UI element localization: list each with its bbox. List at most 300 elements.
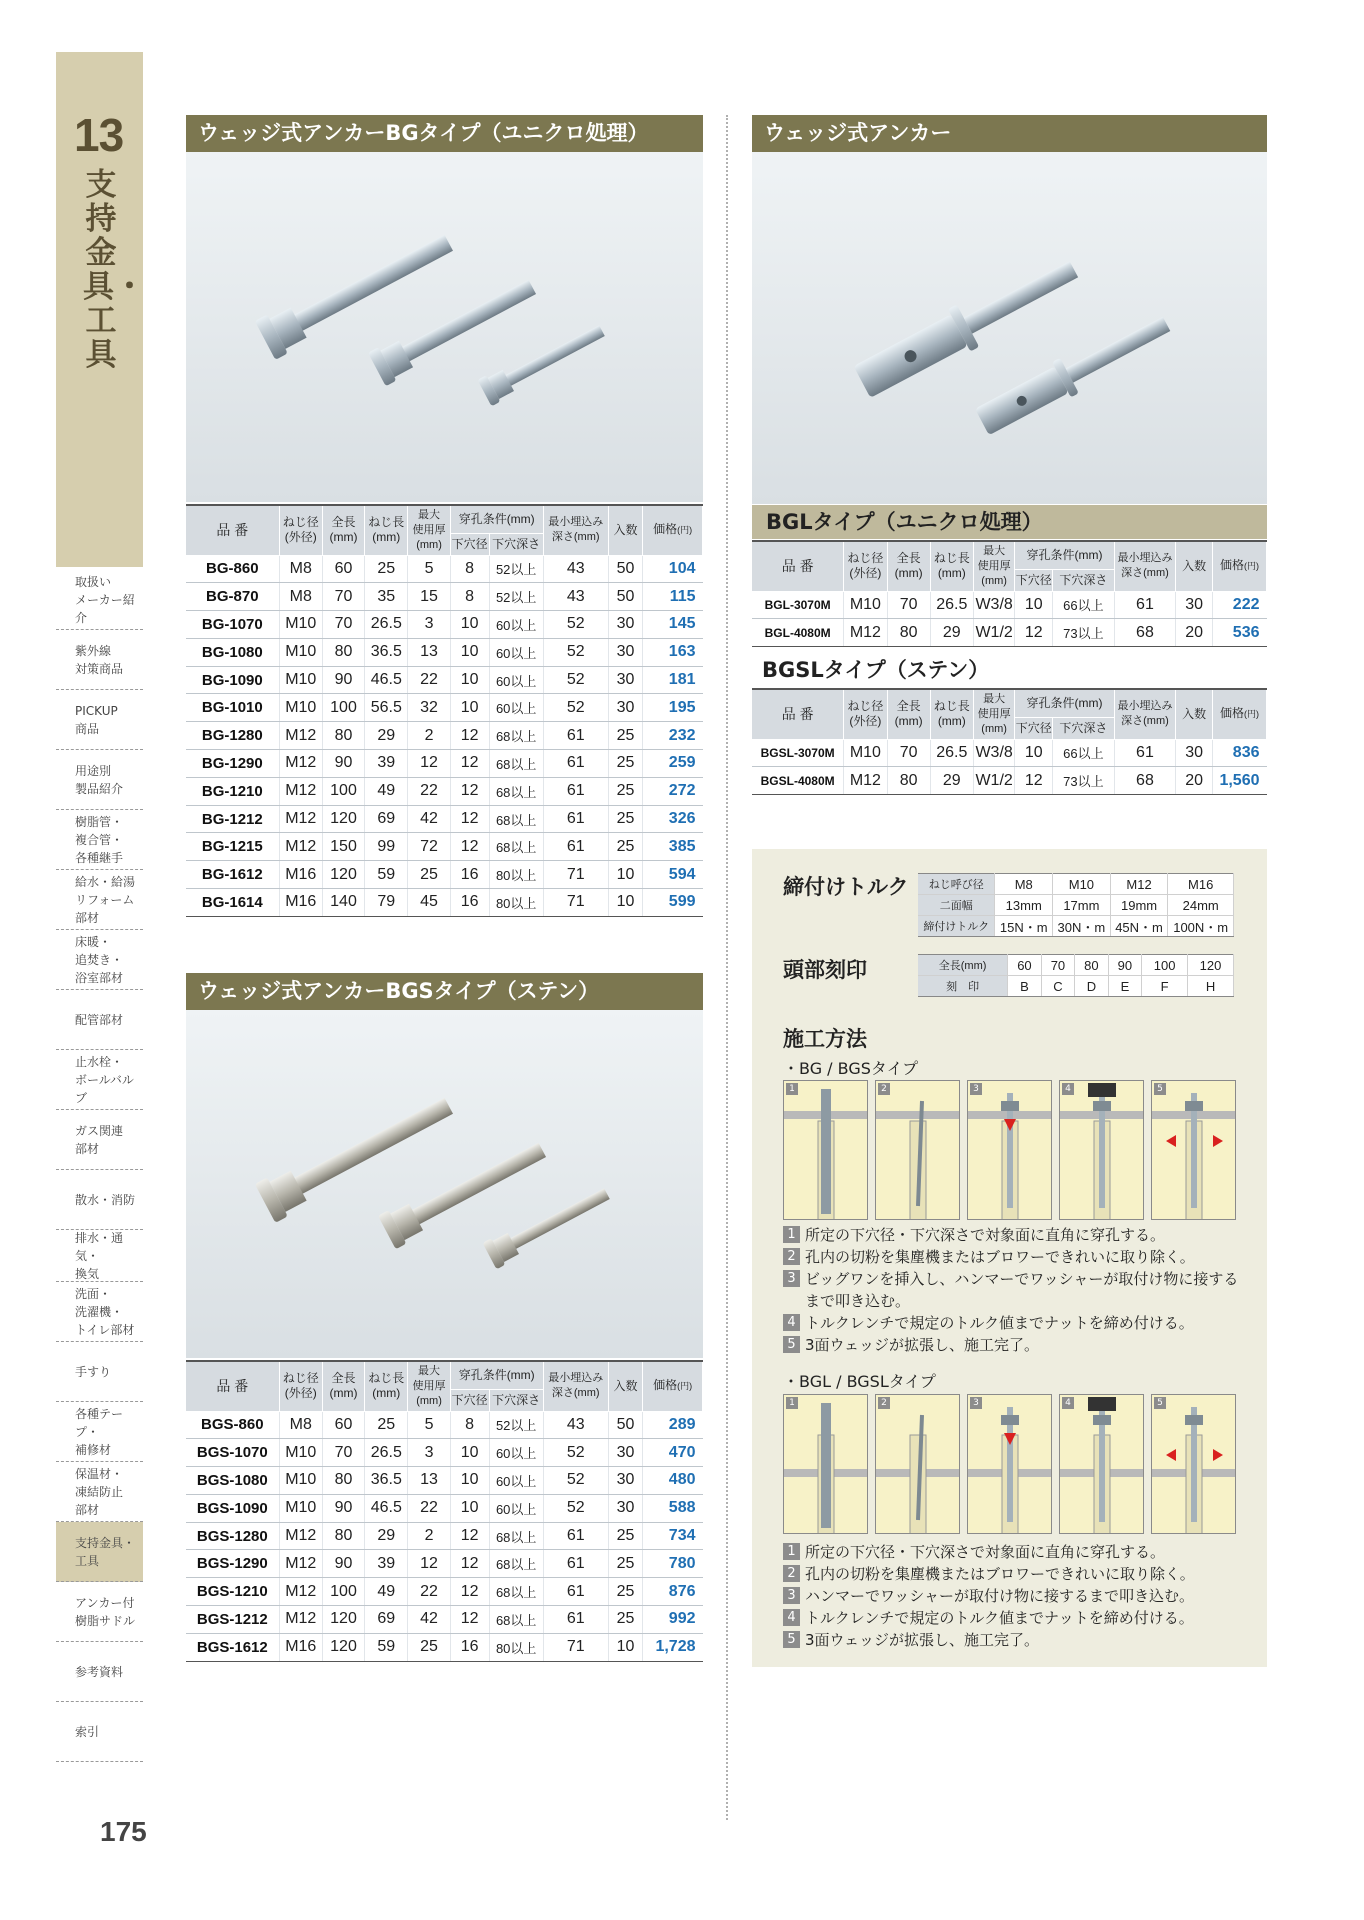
step-illustration	[784, 1395, 868, 1534]
instruction-text: ハンマーでワッシャーが取付け物に接するまで叩き込む。	[805, 1587, 1194, 1605]
spec-cell: 71	[543, 861, 608, 889]
product-code: BG-1215	[186, 833, 279, 861]
col-price-header: 価格(円)	[643, 505, 703, 555]
nav-item[interactable]: 給水・給湯 リフォーム 部材	[56, 870, 143, 930]
spec-cell: 60以上	[489, 1494, 543, 1522]
anchor-nut	[1001, 1101, 1019, 1111]
nav-item[interactable]: 保温材・ 凍結防止 部材	[56, 1462, 143, 1522]
product-code: BGL-4080M	[752, 619, 844, 647]
table-row	[186, 1606, 703, 1634]
instruction-text: ビッグワンを挿入し、ハンマーでワッシャーが取付け物に接する	[805, 1270, 1239, 1288]
spec-cell: 80以上	[489, 889, 543, 917]
table-row	[186, 1494, 703, 1522]
step-illustration	[1060, 1081, 1144, 1220]
nav-item[interactable]: 支持金具・ 工具	[56, 1522, 143, 1582]
spec-cell: 71	[543, 889, 608, 917]
step-diagram	[875, 1080, 960, 1220]
spec-cell: 43	[543, 1411, 608, 1439]
spec-cell: 25	[608, 777, 643, 805]
step-number: 4	[1062, 1397, 1074, 1409]
spec-cell: 25	[608, 1522, 643, 1550]
spec-cell: 61	[1114, 591, 1176, 619]
spec-cell: 71	[543, 1633, 608, 1661]
col-qty-header: 入数	[608, 1361, 643, 1411]
col-code-header: 品 番	[186, 505, 279, 555]
product-code: BGS-1212	[186, 1606, 279, 1634]
spec-cell: 90	[322, 666, 364, 694]
spec-cell: M10	[844, 739, 887, 767]
torque-cell: 45N・m	[1110, 916, 1168, 937]
spec-cell: M16	[279, 861, 322, 889]
spec-cell: 68以上	[489, 1550, 543, 1578]
instruction-row	[783, 1268, 1253, 1290]
spec-cell: 70	[322, 583, 364, 611]
product-code: BGS-1070	[186, 1439, 279, 1467]
nav-item[interactable]: 洗面・ 洗濯機・ トイレ部材	[56, 1282, 143, 1342]
nav-item[interactable]: 樹脂管・ 複合管・ 各種継手	[56, 810, 143, 870]
instruction-row	[783, 1334, 1253, 1356]
col-code-header: 品 番	[186, 1361, 279, 1411]
spec-cell: 36.5	[365, 1467, 408, 1495]
price-cell: 876	[643, 1578, 703, 1606]
spec-cell: 25	[365, 555, 408, 583]
col-hole-depth-header: 下穴深さ	[489, 533, 543, 555]
instruction-row	[783, 1541, 1253, 1563]
expand-left-arrow-icon	[1166, 1135, 1176, 1147]
price-cell: 181	[643, 666, 703, 694]
wrench-icon	[1088, 1397, 1116, 1411]
head-mark-row	[918, 976, 1234, 997]
spec-cell: 120	[322, 805, 364, 833]
spec-cell: 100	[322, 777, 364, 805]
col-hole-dia-header: 下穴径	[1015, 717, 1053, 739]
product-code: BG-1612	[186, 861, 279, 889]
spec-cell: M12	[279, 777, 322, 805]
product-code: BGS-1210	[186, 1578, 279, 1606]
spec-cell: 25	[608, 1550, 643, 1578]
product-code: BG-1614	[186, 889, 279, 917]
instruction-row	[783, 1563, 1253, 1585]
step-diagram	[875, 1394, 960, 1534]
col-thread-length-header: ねじ長 (mm)	[930, 541, 973, 591]
step-number: 5	[1154, 1397, 1166, 1409]
step-diagram	[1059, 1394, 1144, 1534]
col-code-header: 品 番	[752, 689, 844, 739]
torque-cell: 19mm	[1110, 895, 1168, 916]
nav-item[interactable]: 用途別 製品紹介	[56, 750, 143, 810]
nav-item[interactable]: 手すり	[56, 1342, 143, 1402]
step-number: 1	[786, 1083, 798, 1095]
nav-item[interactable]: 排水・通気・ 換気	[56, 1230, 143, 1282]
spec-cell: 12	[1015, 619, 1053, 647]
step-number-badge: 4	[783, 1609, 800, 1626]
spec-cell: 10	[450, 694, 489, 722]
price-cell: 232	[643, 722, 703, 750]
price-cell: 289	[643, 1411, 703, 1439]
method-label: 施工方法	[783, 1027, 867, 1051]
table-row	[752, 619, 1267, 647]
spec-cell: W1/2	[973, 767, 1014, 795]
column-divider	[726, 115, 728, 1820]
spec-cell: 26.5	[365, 1439, 408, 1467]
col-thread-header: ねじ径 (外径)	[279, 1361, 322, 1411]
torque-cell: 100N・m	[1168, 916, 1234, 937]
spec-cell: 80	[322, 638, 364, 666]
spec-cell: 30	[608, 666, 643, 694]
instruction-row	[783, 1607, 1253, 1629]
head-mark-row	[918, 955, 1234, 976]
bg-section-title: ウェッジ式アンカーBGタイプ（ユニクロ処理）	[186, 115, 703, 152]
spec-cell: 61	[543, 722, 608, 750]
table-row	[186, 611, 703, 639]
instruction-row	[783, 1224, 1253, 1246]
nav-item[interactable]: 参考資料	[56, 1642, 143, 1702]
step-number-badge: 5	[783, 1631, 800, 1648]
spec-cell: 79	[365, 889, 408, 917]
table-row	[186, 555, 703, 583]
spec-cell: 120	[322, 1633, 364, 1661]
product-code: BGSL-4080M	[752, 767, 844, 795]
instruction-row	[783, 1629, 1253, 1651]
col-thread-length-header: ねじ長 (mm)	[365, 1361, 408, 1411]
spec-cell: 61	[543, 750, 608, 778]
spec-cell: 140	[322, 889, 364, 917]
product-code: BG-1090	[186, 666, 279, 694]
spec-cell: 68以上	[489, 805, 543, 833]
spec-cell: 25	[608, 1578, 643, 1606]
spec-cell: 68	[1114, 619, 1176, 647]
step-diagram	[1059, 1080, 1144, 1220]
spec-cell: 25	[408, 861, 450, 889]
head-mark-label: 頭部刻印	[783, 958, 867, 982]
spec-cell: 12	[450, 1522, 489, 1550]
instruction-row	[783, 1290, 1253, 1312]
step-number: 3	[970, 1397, 982, 1409]
table-row	[186, 666, 703, 694]
spec-cell: 16	[450, 1633, 489, 1661]
spec-cell: 68以上	[489, 1578, 543, 1606]
spec-cell: 68	[1114, 767, 1176, 795]
head-mark-cell: F	[1142, 976, 1188, 997]
step-diagram	[967, 1080, 1052, 1220]
product-code: BGS-860	[186, 1411, 279, 1439]
col-thread-header: ねじ径 (外径)	[844, 541, 887, 591]
torque-cell: 15N・m	[995, 916, 1053, 937]
spec-cell: M10	[279, 666, 322, 694]
table-row	[186, 1550, 703, 1578]
spec-cell: 70	[322, 611, 364, 639]
spec-cell: 100	[322, 694, 364, 722]
spec-cell: 61	[543, 777, 608, 805]
wrench-icon	[1088, 1083, 1116, 1097]
bgl-method-steps	[783, 1541, 1253, 1651]
nav-item[interactable]: 配管部材	[56, 990, 143, 1050]
spec-cell: M10	[279, 611, 322, 639]
spec-cell: 73以上	[1053, 619, 1115, 647]
col-min-embed-header: 最小埋込み 深さ(mm)	[1114, 541, 1176, 591]
spec-cell: M10	[279, 638, 322, 666]
spec-cell: 59	[365, 1633, 408, 1661]
bg-method-label: ・BG / BGSタイプ	[783, 1059, 919, 1078]
instruction-row	[783, 1312, 1253, 1334]
step-number-badge: 2	[783, 1565, 800, 1582]
spec-cell: 30	[608, 1467, 643, 1495]
head-mark-cell: 100	[1142, 955, 1188, 976]
head-mark-cell: B	[1008, 976, 1041, 997]
instruction-text: 孔内の切粉を集塵機またはブロワーできれいに取り除く。	[805, 1565, 1195, 1583]
step-number-badge: 4	[783, 1314, 800, 1331]
col-length-header: 全長 (mm)	[887, 541, 930, 591]
spec-cell: 68以上	[489, 1522, 543, 1550]
step-illustration	[968, 1395, 1052, 1534]
spec-cell: 12	[450, 777, 489, 805]
expand-right-arrow-icon	[1213, 1135, 1223, 1147]
spec-cell: 61	[543, 833, 608, 861]
spec-cell: 61	[543, 1578, 608, 1606]
product-code: BGSL-3070M	[752, 739, 844, 767]
nav-item[interactable]: 散水・消防	[56, 1170, 143, 1230]
bg-spec-table	[186, 504, 703, 917]
bgl-spec-table	[752, 540, 1267, 647]
product-code: BG-1280	[186, 722, 279, 750]
spec-cell: 29	[930, 619, 973, 647]
spec-cell: M12	[279, 833, 322, 861]
col-max-thickness-header: 最大 使用厚 (mm)	[408, 1361, 450, 1411]
spec-cell: M12	[279, 805, 322, 833]
col-drilling-header: 穿孔条件(mm)	[450, 1361, 543, 1389]
spec-cell: 52以上	[489, 1411, 543, 1439]
installation-info-box	[752, 849, 1267, 1667]
torque-cell: M12	[1110, 874, 1168, 895]
torque-header-cell: 二面幅	[918, 895, 995, 916]
col-min-embed-header: 最小埋込み 深さ(mm)	[543, 505, 608, 555]
spec-cell: 59	[365, 861, 408, 889]
step-number: 2	[878, 1397, 890, 1409]
spec-cell: 56.5	[365, 694, 408, 722]
nav-item[interactable]: アンカー付 樹脂サドル	[56, 1582, 143, 1642]
nav-item[interactable]: ガス関連 部材	[56, 1110, 143, 1170]
spec-cell: 61	[543, 1550, 608, 1578]
instruction-text: トルクレンチで規定のトルク値までナットを締め付ける。	[805, 1609, 1194, 1627]
spec-cell: 20	[1176, 767, 1213, 795]
price-cell: 259	[643, 750, 703, 778]
spec-cell: 60	[322, 555, 364, 583]
step-number: 4	[1062, 1083, 1074, 1095]
spec-cell: M8	[279, 555, 322, 583]
spec-cell: 13	[408, 1467, 450, 1495]
col-thread-length-header: ねじ長 (mm)	[930, 689, 973, 739]
spec-cell: 90	[322, 1550, 364, 1578]
anchor-nut	[1093, 1101, 1111, 1111]
col-min-embed-header: 最小埋込み 深さ(mm)	[1114, 689, 1176, 739]
spec-cell: 25	[608, 722, 643, 750]
step-diagram	[1151, 1394, 1236, 1534]
head-mark-cell: H	[1188, 976, 1234, 997]
step-illustration	[968, 1081, 1052, 1220]
nav-item[interactable]: 索引	[56, 1702, 143, 1762]
spec-cell: 73以上	[1053, 767, 1115, 795]
bgl-anchors-image	[752, 152, 1267, 504]
spec-cell: M12	[279, 750, 322, 778]
spec-cell: 29	[930, 767, 973, 795]
instruction-text: トルクレンチで規定のトルク値までナットを締め付ける。	[805, 1314, 1194, 1332]
spec-cell: 30	[608, 1439, 643, 1467]
spec-cell: 68以上	[489, 833, 543, 861]
side-nav	[56, 570, 143, 1762]
spec-cell: 80以上	[489, 861, 543, 889]
price-cell: 992	[643, 1606, 703, 1634]
instruction-text: 所定の下穴径・下穴深さで対象面に直角に穿孔する。	[805, 1543, 1166, 1561]
table-row	[186, 889, 703, 917]
table-row	[186, 722, 703, 750]
spec-cell: 30	[608, 694, 643, 722]
step-illustration	[1152, 1081, 1236, 1220]
spec-cell: 52	[543, 1467, 608, 1495]
spec-cell: 16	[450, 889, 489, 917]
price-cell: 163	[643, 638, 703, 666]
product-code: BG-1210	[186, 777, 279, 805]
head-mark-header-cell: 全長(mm)	[918, 955, 1008, 976]
product-code: BGS-1290	[186, 1550, 279, 1578]
spec-cell: 10	[608, 861, 643, 889]
price-cell: 588	[643, 1494, 703, 1522]
spec-cell: 8	[450, 583, 489, 611]
table-row	[186, 583, 703, 611]
col-min-embed-header: 最小埋込み 深さ(mm)	[543, 1361, 608, 1411]
product-code: BG-1212	[186, 805, 279, 833]
spec-cell: 30	[1176, 739, 1213, 767]
spec-cell: 3	[408, 1439, 450, 1467]
spec-cell: W1/2	[973, 619, 1014, 647]
nav-item[interactable]: 各種テープ・ 補修材	[56, 1402, 143, 1462]
spec-cell: M12	[844, 619, 887, 647]
price-cell: 599	[643, 889, 703, 917]
spec-cell: 66以上	[1053, 591, 1115, 619]
instruction-text: 3面ウェッジが拡張し、施工完了。	[805, 1631, 1039, 1649]
bgs-spec-table	[186, 1360, 703, 1662]
col-max-thickness-header: 最大 使用厚 (mm)	[408, 505, 450, 555]
bgs-product-photo	[186, 1010, 703, 1358]
spec-cell: 2	[408, 722, 450, 750]
table-row	[186, 1633, 703, 1661]
spec-cell: 120	[322, 861, 364, 889]
spec-cell: 80	[887, 767, 930, 795]
spec-cell: 49	[365, 1578, 408, 1606]
spec-cell: 16	[450, 861, 489, 889]
spec-cell: 30	[608, 611, 643, 639]
spec-cell: M12	[844, 767, 887, 795]
spec-cell: M16	[279, 889, 322, 917]
spec-cell: 61	[543, 805, 608, 833]
step-illustration	[1060, 1395, 1144, 1534]
price-cell: 1,560	[1212, 767, 1266, 795]
torque-header-cell: 締付けトルク	[918, 916, 995, 937]
spec-cell: 36.5	[365, 638, 408, 666]
torque-cell: 24mm	[1168, 895, 1234, 916]
price-cell: 145	[643, 611, 703, 639]
spec-cell: 10	[1015, 739, 1053, 767]
spec-cell: 68以上	[489, 777, 543, 805]
spec-cell: 60以上	[489, 1439, 543, 1467]
spec-cell: 8	[450, 1411, 489, 1439]
head-mark-header-cell: 刻 印	[918, 976, 1008, 997]
bgl-title: BGLタイプ（ユニクロ処理）	[752, 505, 1267, 539]
spec-cell: 52	[543, 1494, 608, 1522]
step-number-badge: 1	[783, 1226, 800, 1243]
spec-cell: 61	[543, 1606, 608, 1634]
instruction-text: 3面ウェッジが拡張し、施工完了。	[805, 1336, 1039, 1354]
col-thread-length-header: ねじ長 (mm)	[365, 505, 408, 555]
spec-cell: 60以上	[489, 666, 543, 694]
price-cell: 594	[643, 861, 703, 889]
torque-cell: M8	[995, 874, 1053, 895]
step-diagram	[1151, 1080, 1236, 1220]
step-illustration	[784, 1081, 868, 1220]
spec-cell: 32	[408, 694, 450, 722]
spec-cell: M16	[279, 1633, 322, 1661]
spec-cell: 80	[322, 1467, 364, 1495]
spec-cell: M10	[279, 694, 322, 722]
spec-cell: 25	[408, 1633, 450, 1661]
nav-item[interactable]: 止水栓・ ボールバルブ	[56, 1050, 143, 1110]
spec-cell: 22	[408, 1578, 450, 1606]
spec-cell: M10	[844, 591, 887, 619]
spec-cell: 66以上	[1053, 739, 1115, 767]
spec-cell: 12	[450, 1606, 489, 1634]
step-illustration	[1152, 1395, 1236, 1534]
nav-item[interactable]: 取扱い メーカー紹介	[56, 570, 143, 630]
spec-cell: 22	[408, 1494, 450, 1522]
spec-cell: 61	[1114, 739, 1176, 767]
product-code: BG-1290	[186, 750, 279, 778]
spec-cell: 25	[608, 805, 643, 833]
torque-cell: 13mm	[995, 895, 1053, 916]
product-code: BGS-1080	[186, 1467, 279, 1495]
spec-cell: 50	[608, 1411, 643, 1439]
table-row	[186, 1578, 703, 1606]
table-row	[186, 1411, 703, 1439]
head-mark-cell: C	[1041, 976, 1074, 997]
product-code: BG-1070	[186, 611, 279, 639]
spec-cell: 69	[365, 1606, 408, 1634]
price-cell: 780	[643, 1550, 703, 1578]
nav-item[interactable]: PICKUP 商品	[56, 690, 143, 750]
col-price-header: 価格(円)	[643, 1361, 703, 1411]
spec-cell: 72	[408, 833, 450, 861]
spec-cell: 13	[408, 638, 450, 666]
head-mark-cell: 90	[1108, 955, 1141, 976]
nav-item[interactable]: 床暖・ 追焚き・ 浴室部材	[56, 930, 143, 990]
step-number-badge: 3	[783, 1270, 800, 1287]
spec-cell: 90	[322, 750, 364, 778]
col-max-thickness-header: 最大 使用厚 (mm)	[973, 541, 1014, 591]
table-row	[752, 767, 1267, 795]
table-row	[186, 750, 703, 778]
col-length-header: 全長 (mm)	[322, 505, 364, 555]
step-number-badge: 1	[783, 1543, 800, 1560]
product-code: BG-1010	[186, 694, 279, 722]
spec-cell: 80以上	[489, 1633, 543, 1661]
bg-method-diagrams	[783, 1080, 1236, 1220]
col-hole-dia-header: 下穴径	[1015, 569, 1053, 591]
spec-cell: M8	[279, 1411, 322, 1439]
torque-label: 締付けトルク	[783, 875, 909, 899]
spec-cell: M10	[279, 1467, 322, 1495]
expand-right-arrow-icon	[1213, 1449, 1223, 1461]
bgs-section-title: ウェッジ式アンカーBGSタイプ（ステン）	[186, 973, 703, 1010]
spec-cell: 70	[322, 1439, 364, 1467]
nav-item[interactable]: 紫外線 対策商品	[56, 630, 143, 690]
